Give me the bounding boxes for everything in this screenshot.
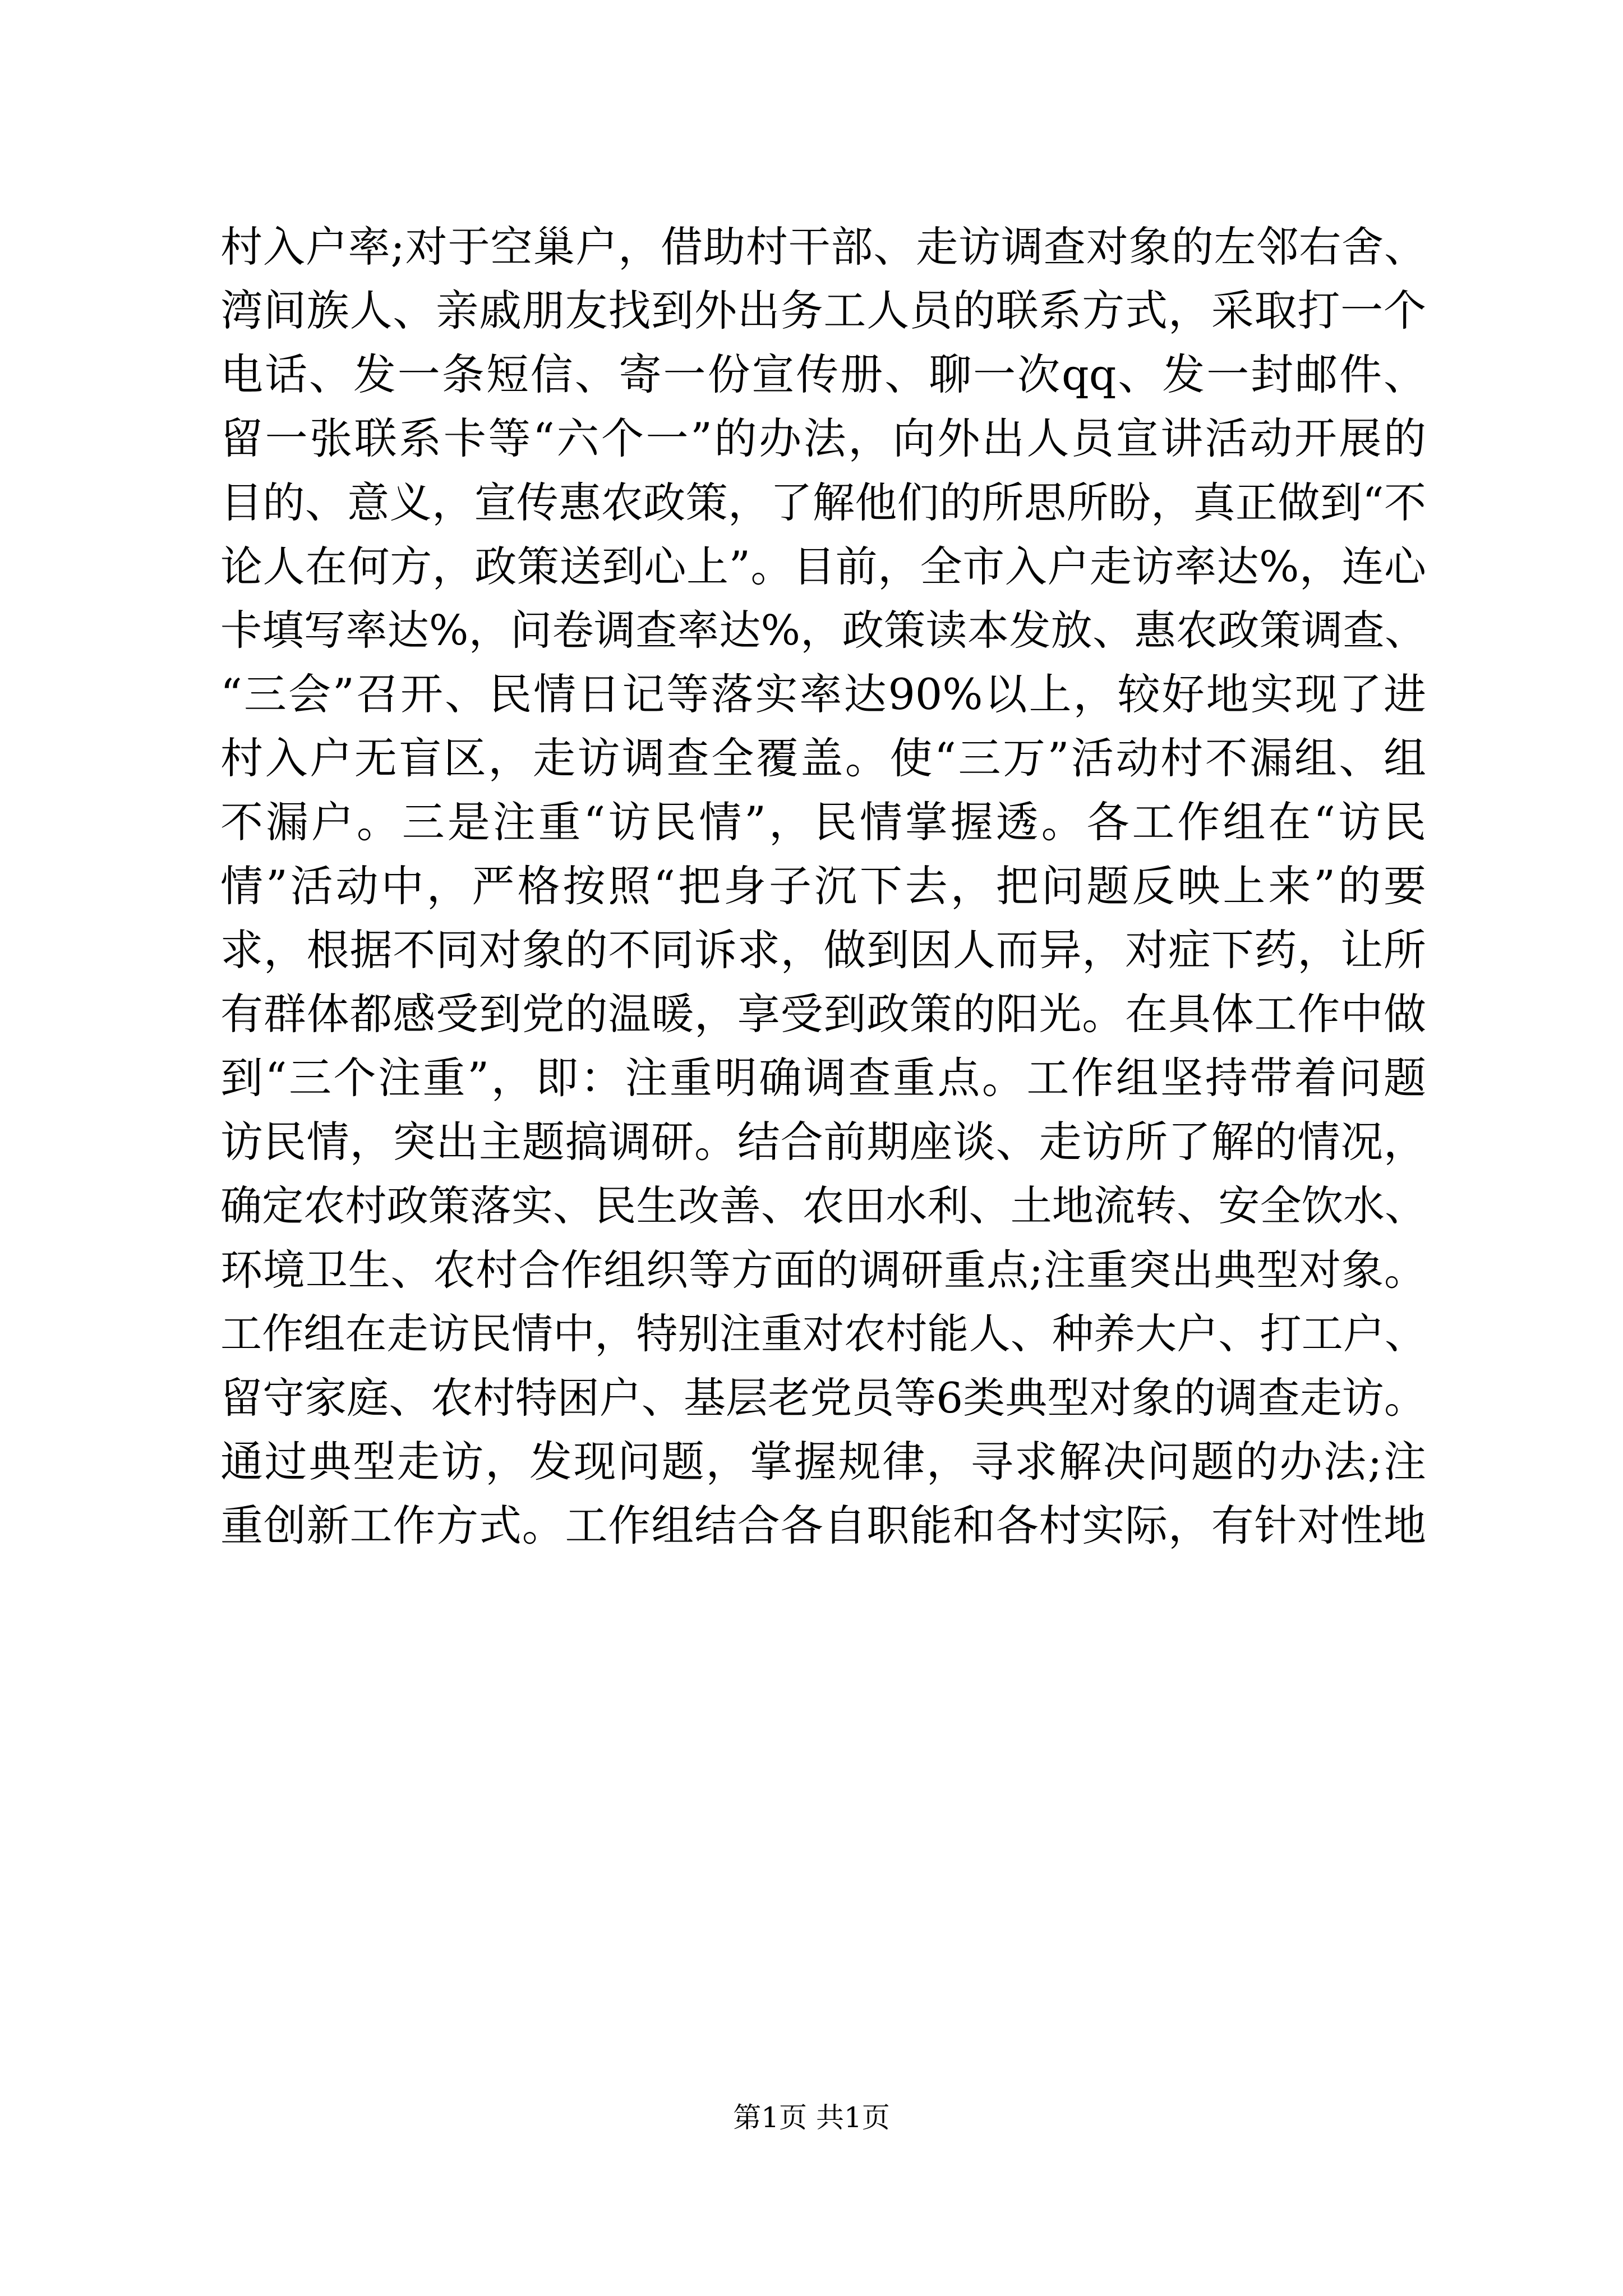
text-line: 有群体都感受到党的温暖，享受到政策的阳光。在具体工作中做 xyxy=(220,989,1426,1039)
text-line: 论人在何方，政策送到心上”。目前，全市入户走访率达%，连心 xyxy=(220,542,1426,591)
page-footer: 第1页 共1页 xyxy=(733,2101,890,2134)
text-line: 留守家庭、农村特困户、基层老党员等6类典型对象的调查走访。 xyxy=(220,1373,1426,1423)
text-line: “三会”召开、民情日记等落实率达90%以上，较好地实现了进 xyxy=(220,669,1426,719)
text-line: 通过典型走访，发现问题，掌握规律，寻求解决问题的办法;注 xyxy=(220,1437,1426,1487)
text-line: 到“三个注重”，即：注重明确调查重点。工作组坚持带着问题 xyxy=(220,1053,1426,1103)
text-line: 村入户率;对于空巢户，借助村干部、走访调查对象的左邻右舍、 xyxy=(220,222,1426,272)
text-line: 村入户无盲区，走访调查全覆盖。使“三万”活动村不漏组、组 xyxy=(220,733,1426,783)
text-line: 重创新工作方式。工作组结合各自职能和各村实际，有针对性地 xyxy=(220,1501,1426,1550)
text-line: 电话、发一条短信、寄一份宣传册、聊一次qq、发一封邮件、 xyxy=(220,349,1426,399)
text-line: 目的、意义，宣传惠农政策，了解他们的所思所盼，真正做到“不 xyxy=(220,478,1426,527)
text-line: 卡填写率达%，问卷调查率达%，政策读本发放、惠农政策调查、 xyxy=(220,606,1426,655)
text-line: 访民情，突出主题搞调研。结合前期座谈、走访所了解的情况， xyxy=(220,1117,1426,1167)
text-line: 确定农村政策落实、民生改善、农田水利、土地流转、安全饮水、 xyxy=(220,1182,1426,1230)
text-line: 工作组在走访民情中，特别注重对农村能人、种养大户、打工户、 xyxy=(220,1310,1426,1358)
body-paragraph xyxy=(220,215,1426,1558)
text-line: 情”活动中，严格按照“把身子沉下去，把问题反映上来”的要 xyxy=(220,861,1426,911)
text-line: 环境卫生、农村合作组织等方面的调研重点;注重突出典型对象。 xyxy=(220,1245,1426,1295)
text-line: 湾间族人、亲戚朋友找到外出务工人员的联系方式，采取打一个 xyxy=(220,286,1426,335)
text-line: 留一张联系卡等“六个一”的办法，向外出人员宣讲活动开展的 xyxy=(220,413,1426,463)
text-line: 不漏户。三是注重“访民情”，民情掌握透。各工作组在“访民 xyxy=(220,797,1426,847)
text-line: 求，根据不同对象的不同诉求，做到因人而异，对症下药，让所 xyxy=(220,925,1426,975)
